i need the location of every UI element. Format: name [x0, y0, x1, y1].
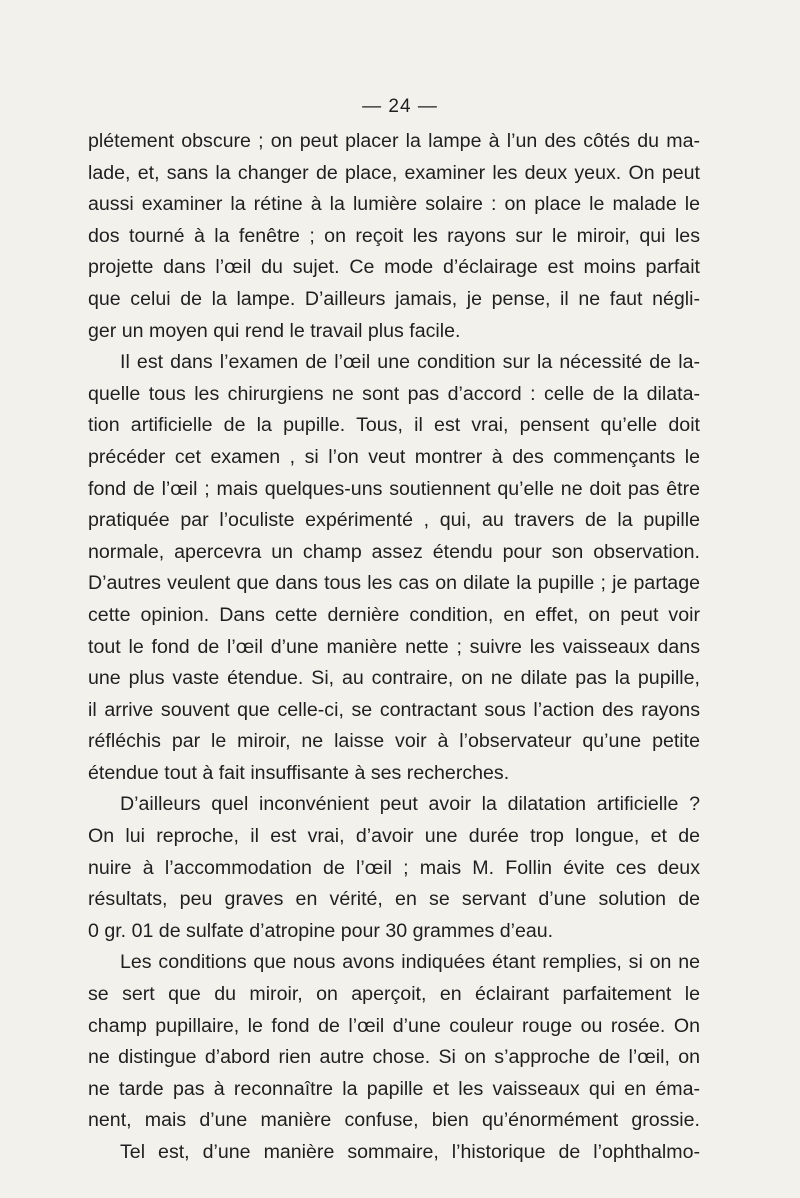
text-line: pratiquée par l’oculiste expérimenté , qui, au travers de la pupille — [88, 509, 700, 532]
text-line: tion artificielle de la pupille. Tous, il est vrai, pensent qu’elle doit — [88, 414, 700, 437]
text-line: aussi examiner la rétine à la lumière solaire : on place le malade le — [88, 193, 700, 216]
text-line: Il est dans l’examen de l’œil une condition sur la nécessité de la- — [120, 351, 700, 374]
text-line: il arrive souvent que celle-ci, se contractant sous l’action des rayons — [88, 698, 700, 721]
text-line: précéder cet examen , si l’on veut montrer à des commençants le — [88, 445, 700, 468]
text-line: ne tarde pas à reconnaître la papille et les vaisseaux qui en éma- — [88, 1077, 700, 1100]
text-line: se sert que du miroir, on aperçoit, en éclairant parfaitement le — [88, 983, 700, 1006]
text-line: D’autres veulent que dans tous les cas on dilate la pupille ; je partage — [88, 572, 700, 595]
text-line: Les conditions que nous avons indiquées étant remplies, si on ne — [120, 951, 700, 974]
text-line: projette dans l’œil du sujet. Ce mode d’éclairage est moins parfait — [88, 256, 700, 279]
text-line: étendue tout à fait insuffisante à ses recherches. — [88, 761, 510, 784]
text-line: que celui de la lampe. D’ailleurs jamais, je pense, il ne faut négli- — [88, 287, 700, 310]
text-line: plétement obscure ; on peut placer la lampe à l’un des côtés du ma- — [88, 130, 700, 152]
text-line: champ pupillaire, le fond de l’œil d’une couleur rouge ou rosée. On — [88, 1014, 700, 1037]
body-text — [88, 126, 700, 1169]
text-line: tout le fond de l’œil d’une manière nette ; suivre les vaisseaux dans — [88, 635, 700, 658]
text-line: quelle tous les chirurgiens ne sont pas d’accord : celle de la dilata- — [88, 382, 700, 405]
text-line: résultats, peu graves en vérité, en se servant d’une solution de — [88, 888, 700, 911]
text-line: normale, apercevra un champ assez étendu pour son observation. — [88, 540, 700, 563]
text-line: D’ailleurs quel inconvénient peut avoir la dilatation artificielle ? — [120, 793, 700, 816]
text-line: 0 gr. 01 de sulfate d’atropine pour 30 grammes d’eau. — [88, 919, 554, 942]
text-line: cette opinion. Dans cette dernière condition, en effet, on peut voir — [88, 603, 700, 626]
text-line: On lui reproche, il est vrai, d’avoir une durée trop longue, et de — [88, 825, 700, 848]
text-line: dos tourné à la fenêtre ; on reçoit les rayons sur le miroir, qui les — [88, 224, 700, 247]
text-line: réfléchis par le miroir, ne laisse voir à l’observateur qu’une petite — [88, 730, 700, 753]
text-line: nuire à l’accommodation de l’œil ; mais M. Follin évite ces deux — [88, 856, 700, 879]
text-line: lade, et, sans la changer de place, examiner les deux yeux. On peut — [88, 161, 700, 184]
text-line: une plus vaste étendue. Si, au contraire, on ne dilate pas la pupille, — [88, 667, 700, 690]
text-line: ger un moyen qui rend le travail plus facile. — [88, 319, 461, 342]
text-line: Tel est, d’une manière sommaire, l’historique de l’ophthalmo- — [120, 1141, 700, 1163]
text-line: nent, mais d’une manière confuse, bien qu’énormément grossie. — [88, 1109, 700, 1132]
text-line: fond de l’œil ; mais quelques-uns soutiennent qu’elle ne doit pas être — [88, 477, 700, 500]
page-number: — 24 — — [362, 96, 438, 117]
text-line: ne distingue d’abord rien autre chose. Si on s’approche de l’œil, on — [88, 1046, 700, 1069]
